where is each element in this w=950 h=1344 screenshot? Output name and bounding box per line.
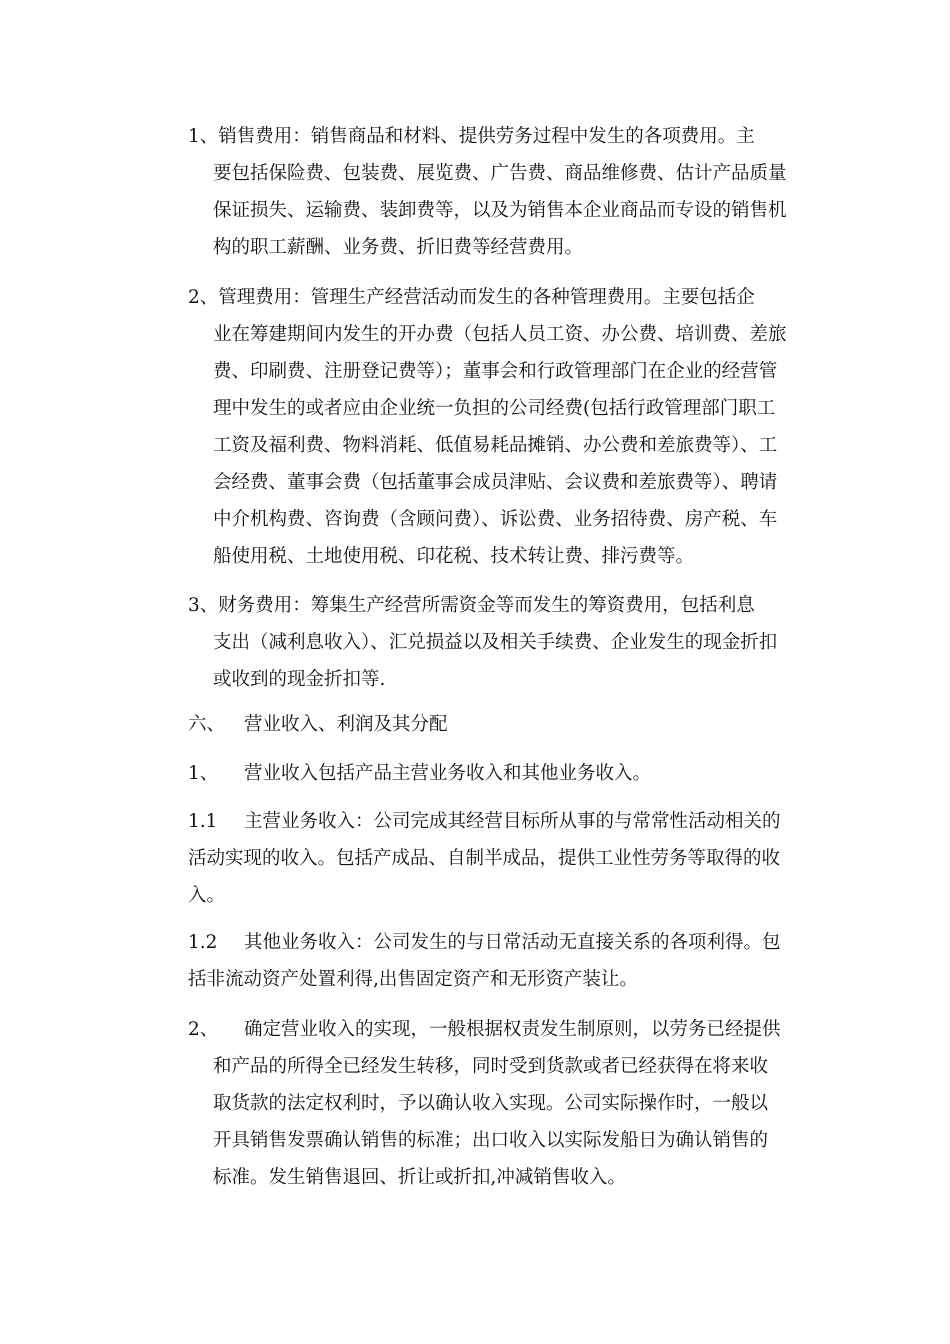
paragraph-line: 2、管理费用：管理生产经营活动而发生的各种管理费用。主要包括企 bbox=[188, 287, 755, 308]
item-1-1-first-line bbox=[188, 803, 828, 840]
paragraph-line: 费、印刷费、注册登记费等）；董事会和行政管理部门在企业的经营管 bbox=[213, 361, 778, 382]
paragraph-line: 和产品的所得全已经发生转移，同时受到货款或者已经获得在将来收 bbox=[213, 1056, 769, 1077]
paragraph-line: 活动实现的收入。包括产成品、自制半成品，提供工业性劳务等取得的收 bbox=[188, 848, 781, 869]
item-text: 主营业务收入：公司完成其经营目标所从事的与常常性活动相关的 bbox=[244, 811, 781, 832]
paragraph-line: 理中发生的或者应由企业统一负担的公司经费(包括行政管理部门职工 bbox=[213, 398, 776, 419]
paragraph-line: 入。 bbox=[188, 885, 226, 906]
selling-expense-paragraph bbox=[188, 118, 787, 266]
paragraph-line: 业在筹建期间内发生的开办费（包括人员工资、办公费、培训费、差旅 bbox=[213, 324, 787, 345]
paragraph-line: 工资及福利费、物料消耗、低值易耗品摊销、办公费和差旅费等）、工 bbox=[213, 435, 778, 456]
section-heading-six bbox=[188, 706, 828, 743]
heading-number: 六、 bbox=[188, 714, 226, 735]
admin-expense-paragraph bbox=[188, 279, 787, 575]
finance-expense-paragraph bbox=[188, 587, 778, 698]
paragraph-line: 船使用税、土地使用税、印花税、技术转让费、排污费等。 bbox=[213, 546, 695, 567]
item-1 bbox=[188, 755, 828, 792]
item-number: 2、 bbox=[188, 1019, 219, 1040]
item-1-1-continuation bbox=[188, 840, 780, 914]
paragraph-line: 构的职工薪酬、业务费、折旧费等经营费用。 bbox=[213, 237, 584, 258]
paragraph-line: 标准。发生销售退回、折让或折扣,冲减销售收入。 bbox=[213, 1167, 626, 1188]
item-2-continuation bbox=[213, 1048, 768, 1196]
item-number: 1.1 bbox=[188, 811, 218, 832]
item-number: 1.2 bbox=[188, 932, 218, 953]
paragraph-line: 中介机构费、咨询费（含顾问费）、诉讼费、业务招待费、房产税、车 bbox=[213, 509, 778, 530]
paragraph-line: 要包括保险费、包装费、展览费、广告费、商品维修费、估计产品质量 bbox=[213, 163, 787, 184]
paragraph-line: 或收到的现金折扣等. bbox=[213, 669, 386, 690]
item-2-first-line bbox=[188, 1011, 828, 1048]
item-text: 确定营业收入的实现，一般根据权责发生制原则，以劳务已经提供 bbox=[244, 1019, 781, 1040]
paragraph-line: 支出（减利息收入）、汇兑损益以及相关手续费、企业发生的现金折扣 bbox=[213, 632, 778, 653]
item-1-2-continuation bbox=[188, 961, 638, 998]
heading-text: 营业收入、利润及其分配 bbox=[244, 714, 448, 735]
paragraph-line: 括非流动资产处置利得,出售固定资产和无形资产装让。 bbox=[188, 969, 638, 990]
paragraph-line: 1、销售费用：销售商品和材料、提供劳务过程中发生的各项费用。主 bbox=[188, 126, 755, 147]
item-1-2-first-line bbox=[188, 924, 828, 961]
paragraph-line: 保证损失、运输费、装卸费等，以及为销售本企业商品而专设的销售机 bbox=[213, 200, 787, 221]
paragraph-line: 取货款的法定权利时，予以确认收入实现。公司实际操作时，一般以 bbox=[213, 1093, 769, 1114]
item-number: 1、 bbox=[188, 763, 219, 784]
paragraph-line: 开具销售发票确认销售的标准；出口收入以实际发船日为确认销售的 bbox=[213, 1130, 769, 1151]
paragraph-line: 3、财务费用：筹集生产经营所需资金等而发生的筹资费用，包括利息 bbox=[188, 595, 755, 616]
item-text: 营业收入包括产品主营业务收入和其他业务收入。 bbox=[244, 763, 652, 784]
item-text: 其他业务收入：公司发生的与日常活动无直接关系的各项利得。包 bbox=[244, 932, 781, 953]
paragraph-line: 会经费、董事会费（包括董事会成员津贴、会议费和差旅费等）、聘请 bbox=[213, 472, 778, 493]
